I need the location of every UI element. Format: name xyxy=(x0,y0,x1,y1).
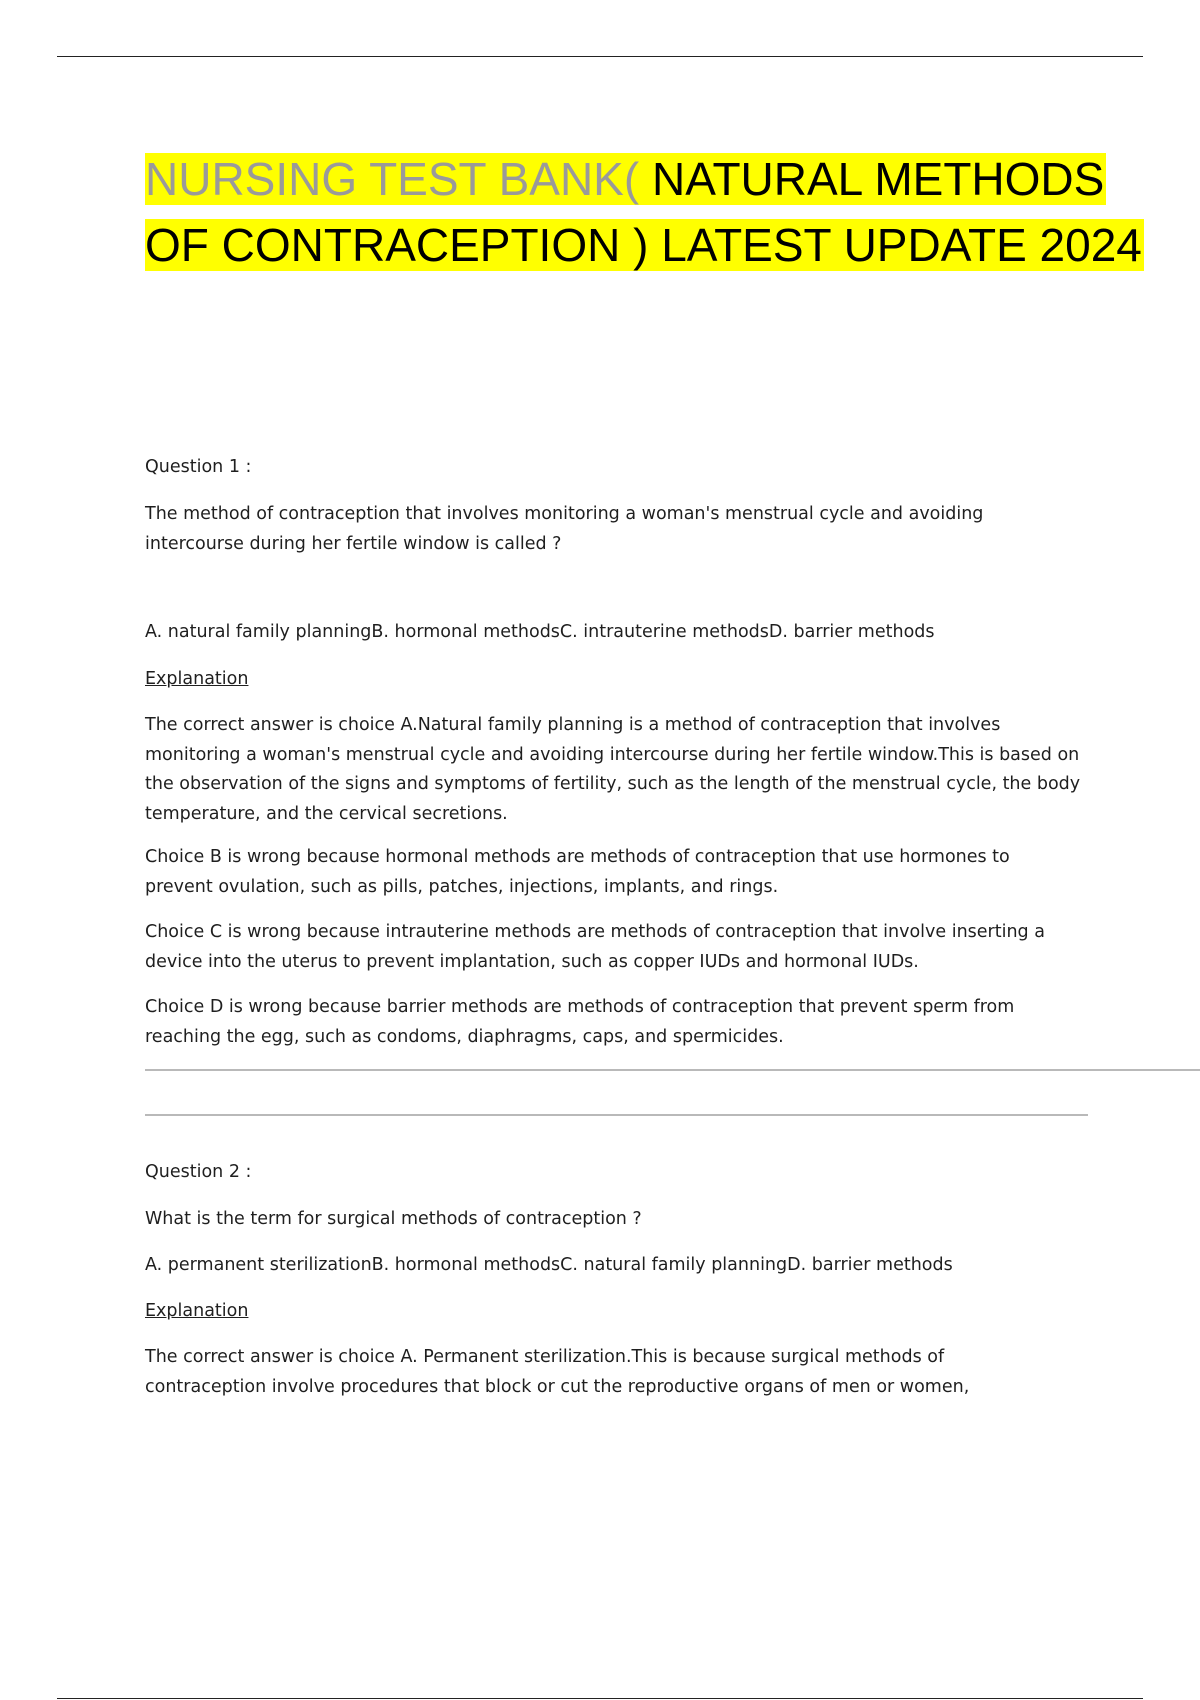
title-paren: ( xyxy=(623,153,640,205)
question-2-explanation-heading: Explanation xyxy=(145,1301,249,1321)
question-1-prompt: The method of contraception that involves monitoring a woman's menstrual cycle and avoiding intercourse during her fertile window is called ? xyxy=(145,504,984,554)
title-main: NATURAL METHODS OF CONTRACEPTION ) LATEST UPDATE 2024 xyxy=(145,153,1142,271)
question-2-explanation-para-1: The correct answer is choice A. Permanent sterilization.This is because surgical methods of contraception involve procedures that block or cut the reproductive organs of men or women, xyxy=(145,1347,970,1397)
question-1-label: Question 1 : xyxy=(145,457,252,477)
question-1-explanation-heading: Explanation xyxy=(145,669,249,689)
question-1-explanation-para-4: Choice D is wrong because barrier methods are methods of contraception that prevent sperm from reaching the egg, such as condoms, diaphragms, caps, and spermicides. xyxy=(145,997,1015,1047)
separator-line-2 xyxy=(145,1114,1088,1116)
bottom-page-rule xyxy=(57,1698,1143,1699)
question-1-explanation-para-1: The correct answer is choice A.Natural family planning is a method of contraception that involves monitoring a woman's menstrual cycle and avoiding intercourse during her fertile window.This is based on the observation of the signs and symptoms of fertility, such as the length of the menstrual cycle, the body temperature, and the cervical secretions. xyxy=(145,715,1081,824)
top-page-rule xyxy=(57,56,1143,57)
question-2-label: Question 2 : xyxy=(145,1162,252,1182)
separator-line-1 xyxy=(145,1069,1200,1071)
question-2-prompt: What is the term for surgical methods of contraception ? xyxy=(145,1209,642,1229)
question-2-choices: A. permanent sterilizationB. hormonal methodsC. natural family planningD. barrier methods xyxy=(145,1255,953,1275)
document-title xyxy=(145,146,1145,278)
question-1-choices: A. natural family planningB. hormonal methodsC. intrauterine methodsD. barrier methods xyxy=(145,622,935,642)
question-1-explanation-para-3: Choice C is wrong because intrauterine methods are methods of contraception that involve inserting a device into the uterus to prevent implantation, such as copper IUDs and hormonal IUDs. xyxy=(145,922,1045,972)
question-1-explanation-para-2: Choice B is wrong because hormonal methods are methods of contraception that use hormones to prevent ovulation, such as pills, patches, injections, implants, and rings. xyxy=(145,847,1010,897)
title-prefix: NURSING TEST BANK xyxy=(145,153,624,205)
